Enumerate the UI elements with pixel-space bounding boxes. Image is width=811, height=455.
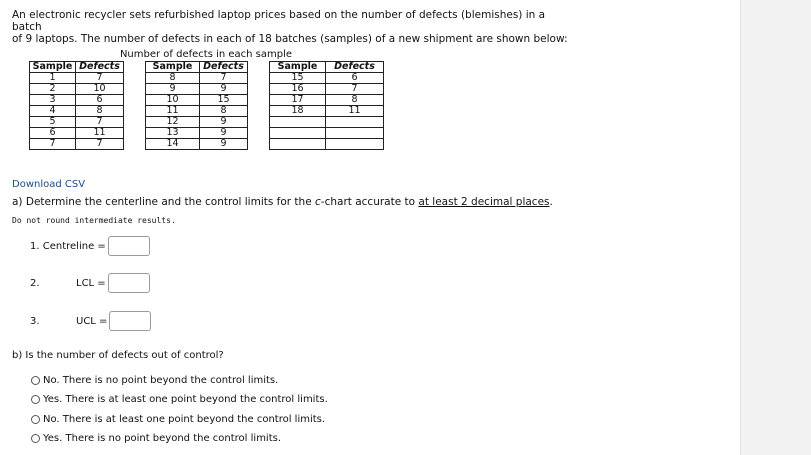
sample-cell [270,117,326,128]
header-sample: Sample [30,62,76,73]
defects-cell: 9 [200,128,248,139]
ucl-input[interactable] [109,311,151,331]
defects-cell: 8 [326,95,384,106]
right-sidebar [740,0,811,455]
option-label[interactable]: No. There is no point beyond the control limits. [43,375,279,386]
defects-cell: 11 [76,128,124,139]
header-defects: Defects [76,62,124,73]
sample-cell: 8 [146,73,200,84]
download-csv-link[interactable]: Download CSV [12,179,86,190]
part-a-text: a) Determine the centerline and the control limits for the [12,196,316,208]
field-number: 3. [30,316,40,327]
lcl-row [76,273,150,293]
option-label[interactable]: Yes. There is no point beyond the control limits. [43,433,282,444]
table-row [30,139,384,150]
column-gap [248,62,270,73]
field-number: 1. [30,240,40,252]
intro-line-1: An electronic recycler sets refurbished laptop prices based on the number of defects (blemishes) in a batch [12,9,546,33]
problem-intro [12,9,572,45]
part-a-prompt [12,196,553,208]
header-defects: Defects [200,62,248,73]
option-row[interactable] [31,433,281,444]
defects-cell: 9 [200,117,248,128]
defects-cell: 9 [200,84,248,95]
column-gap [248,106,270,117]
defects-cell: 7 [76,139,124,150]
part-a-text: . [549,196,553,208]
sample-cell: 15 [270,73,326,84]
defects-cell: 7 [200,73,248,84]
column-gap [124,95,146,106]
defects-cell: 10 [76,84,124,95]
radio-button[interactable] [31,395,40,404]
ucl-row [76,311,151,331]
column-gap [124,84,146,95]
sample-cell: 17 [270,95,326,106]
sample-cell: 1 [30,73,76,84]
radio-button[interactable] [31,434,40,443]
column-gap [124,73,146,84]
table-header-row [30,62,384,73]
defects-table [29,61,384,150]
chart-name: c [315,196,321,208]
table-row [30,95,384,106]
column-gap [124,128,146,139]
sample-cell: 5 [30,117,76,128]
sample-cell: 6 [30,128,76,139]
column-gap [124,62,146,73]
defects-cell [326,139,384,150]
defects-cell: 6 [76,95,124,106]
defects-cell [326,117,384,128]
sample-cell: 7 [30,139,76,150]
part-a-text: -chart accurate to [320,196,419,208]
option-row[interactable] [31,414,325,425]
defects-cell: 7 [76,117,124,128]
radio-button[interactable] [31,376,40,385]
column-gap [248,128,270,139]
sample-cell: 13 [146,128,200,139]
table-row [30,73,384,84]
header-sample: Sample [270,62,326,73]
header-sample: Sample [146,62,200,73]
column-gap [124,106,146,117]
centreline-input[interactable] [108,236,150,256]
defects-cell: 8 [200,106,248,117]
radio-button[interactable] [31,415,40,424]
defects-cell: 9 [200,139,248,150]
column-gap [124,139,146,150]
sample-cell: 11 [146,106,200,117]
table-row [30,84,384,95]
defects-cell: 6 [326,73,384,84]
option-row[interactable] [31,375,278,386]
option-label[interactable]: No. There is at least one point beyond the control limits. [43,414,326,425]
table-row [30,117,384,128]
centreline-row [30,236,150,256]
part-b-question: b) Is the number of defects out of control? [12,350,224,361]
intro-line-2: of 9 laptops. The number of defects in each of 18 batches (samples) of a new shipment are shown below: [12,33,568,45]
field-label: UCL = [76,315,108,327]
rounding-note: Do not round intermediate results. [12,216,176,225]
header-defects: Defects [326,62,384,73]
field-label: Centreline = [42,240,106,252]
column-gap [248,95,270,106]
defects-cell [326,128,384,139]
decimal-places-link[interactable]: at least 2 decimal places [418,196,550,208]
lcl-input[interactable] [108,273,150,293]
column-gap [248,84,270,95]
sample-cell: 18 [270,106,326,117]
option-row[interactable] [31,394,328,405]
column-gap [124,117,146,128]
defects-cell: 8 [76,106,124,117]
field-number: 2. [30,278,40,289]
sample-cell: 3 [30,95,76,106]
sample-cell: 16 [270,84,326,95]
sample-cell [270,128,326,139]
sample-cell: 2 [30,84,76,95]
table-caption: Number of defects in each sample [119,49,293,60]
table-row [30,106,384,117]
sample-cell: 4 [30,106,76,117]
sample-cell: 10 [146,95,200,106]
sample-cell: 12 [146,117,200,128]
column-gap [248,117,270,128]
defects-cell: 7 [76,73,124,84]
sample-cell: 14 [146,139,200,150]
option-label[interactable]: Yes. There is at least one point beyond the control limits. [43,394,328,405]
defects-cell: 11 [326,106,384,117]
field-label: LCL = [76,277,106,289]
defects-cell: 15 [200,95,248,106]
sample-cell: 9 [146,84,200,95]
table-row [30,128,384,139]
column-gap [248,139,270,150]
defects-cell: 7 [326,84,384,95]
sample-cell [270,139,326,150]
table-body [30,73,384,150]
column-gap [248,73,270,84]
